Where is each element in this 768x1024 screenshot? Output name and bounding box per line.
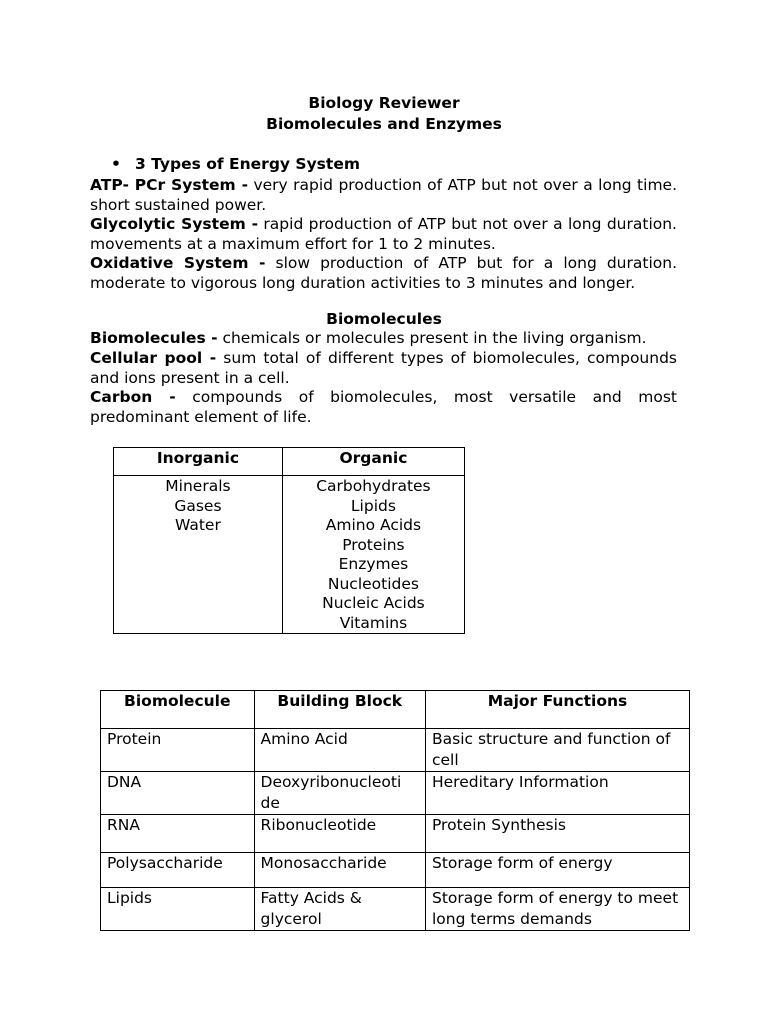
table-header-row [101,691,690,729]
cell-building-block: Fatty Acids & glycerol [254,888,425,931]
cell-biomolecule: Lipids [101,888,255,931]
definition-term: ATP- PCr System - [90,176,249,194]
header-major-functions: Major Functions [425,691,689,729]
table-row [101,888,690,931]
definition-term: Carbon - [90,388,176,406]
cell-biomolecule: Polysaccharide [101,853,255,888]
function-table [100,690,690,931]
table-row [114,476,465,634]
definition-text: sum total of different types of biomolecules, compounds and ions present in a cell. [90,349,677,387]
cell-function: Hereditary Information [425,772,689,815]
list-item: Nucleotides [327,574,419,593]
definition-text: rapid production of ATP but not over a long duration. movements at a maximum effort for 1 to 2 minutes. [90,215,677,253]
table-row [101,853,690,888]
header-organic: Organic [282,448,464,476]
table-row [101,729,690,772]
definition-text: very rapid production of ATP but not over a long time. short sustained power. [90,176,677,214]
list-item: Gases [174,496,222,515]
cell-building-block: Monosaccharide [254,853,425,888]
inorganic-list [114,476,283,634]
cell-building-block: Amino Acid [254,729,425,772]
list-item: Minerals [165,477,231,495]
list-item: Carbohydrates [316,477,431,495]
cell-function: Basic structure and function of cell [425,729,689,772]
cell-biomolecule: RNA [101,815,255,853]
list-item: Lipids [350,496,396,515]
cell-biomolecule: Protein [101,729,255,772]
glycolytic-definition [90,215,677,254]
carbon-definition [90,388,677,427]
energy-bullet-heading [111,154,360,175]
definition-term: Cellular pool - [90,349,217,367]
cellular-pool-definition [90,349,677,388]
classification-table [113,447,465,634]
definition-term: Biomolecules - [90,329,218,347]
table-row [101,815,690,853]
definition-text: slow production of ATP but for a long duration. moderate to vigorous long duration activities to 3 minutes and longer. [90,254,677,292]
bullet-icon: • [111,155,121,173]
list-item: Enzymes [338,555,409,573]
biomolecules-definition [90,329,677,349]
definition-term: Oxidative System - [90,254,266,272]
cell-building-block: Ribonucleotide [254,815,425,853]
energy-heading-text: 3 Types of Energy System [135,155,360,173]
cell-building-block: Deoxyribonucleoti de [254,772,425,815]
list-item: Vitamins [339,613,408,632]
list-item: Proteins [342,535,405,554]
list-item: Amino Acids [325,516,422,534]
cell-function: Protein Synthesis [425,815,689,853]
cell-function: Storage form of energy to meet long terms demands [425,888,689,931]
biomolecules-heading: Biomolecules [326,310,442,328]
definition-text: chemicals or molecules present in the living organism. [217,329,647,347]
list-item: Nucleic Acids [322,594,425,612]
page-subtitle: Biomolecules and Enzymes [266,115,502,133]
atp-pcr-definition [90,176,677,215]
cell-biomolecule: DNA [101,772,255,815]
page-title: Biology Reviewer [308,94,460,112]
oxidative-definition [90,254,677,293]
definition-term: Glycolytic System - [90,215,259,233]
header-building-block: Building Block [254,691,425,729]
definition-text: compounds of biomolecules, most versatile and most predominant element of life. [90,388,677,426]
table-row [101,772,690,815]
header-inorganic: Inorganic [114,448,283,476]
header-biomolecule: Biomolecule [101,691,255,729]
table-header-row [114,448,465,476]
list-item: Water [175,516,221,534]
cell-function: Storage form of energy [425,853,689,888]
organic-list [282,476,464,634]
